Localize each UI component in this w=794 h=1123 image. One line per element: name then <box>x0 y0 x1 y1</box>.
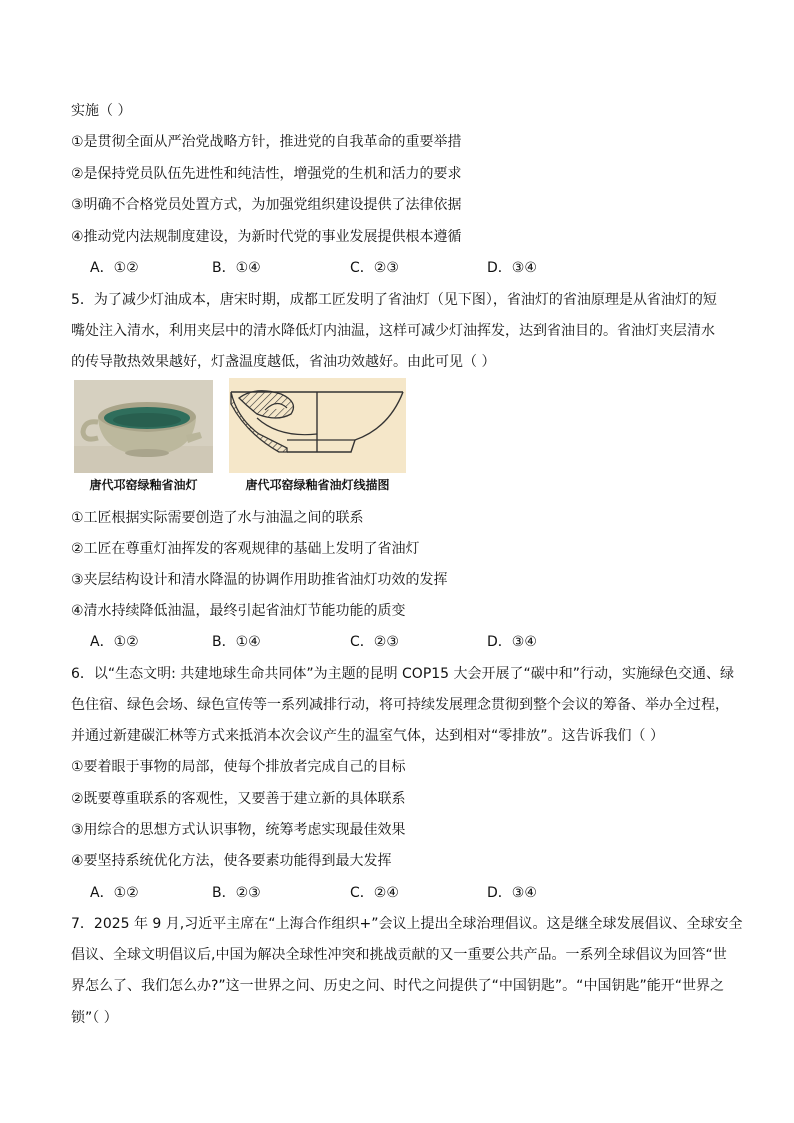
q6-option-1: ①要着眼于事物的局部，使每个排放者完成自己的目标 <box>71 759 406 775</box>
q6-choice-a[interactable]: A．①② <box>90 885 139 901</box>
q4-choice-d[interactable]: D．③④ <box>487 260 537 276</box>
q5-choice-d[interactable]: D．③④ <box>487 634 537 650</box>
q6-stem-line-1: 6．以“生态文明: 共建地球生命共同体”为主题的昆明 COP15 大会开展了“碳中和”行动，实施绿色交通、绿 <box>71 666 735 682</box>
q4-option-4: ④推动党内法规制度建设，为新时代党的事业发展提供根本遵循 <box>71 229 462 245</box>
q4-option-3: ③明确不合格党员处置方式，为加强党组织建设提供了法律依据 <box>71 197 462 213</box>
q7-stem-line-4: 锁”（ ） <box>71 1010 118 1026</box>
q5-option-1: ①工匠根据实际需要创造了水与油温之间的联系 <box>71 510 364 526</box>
q7-stem-line-3: 界怎么了、我们怎么办?”这一世界之问、历史之问、时代之问提供了“中国钥匙”。“中国钥匙”能开“世界之 <box>71 978 724 994</box>
q4-choice-b[interactable]: B．①④ <box>212 260 261 276</box>
lamp-drawing-caption: 唐代邛窑绿釉省油灯线描图 <box>245 478 390 492</box>
q4-choices <box>90 258 690 278</box>
q5-choice-b[interactable]: B．①④ <box>212 634 261 650</box>
q5-option-4: ④清水持续降低油温，最终引起省油灯节能功能的质变 <box>71 603 406 619</box>
q5-option-3: ③夹层结构设计和清水降温的协调作用助推省油灯功效的发挥 <box>71 572 448 588</box>
lamp-photo <box>74 380 213 473</box>
q5-choice-a[interactable]: A．①② <box>90 634 139 650</box>
q6-choices <box>90 883 690 903</box>
q5-stem-line-2: 嘴处注入清水，利用夹层中的清水降低灯内油温，这样可减少灯油挥发，达到省油目的。省油灯夹层清水 <box>71 323 715 339</box>
q4-stem-tail: 实施（ ） <box>71 103 132 119</box>
q5-choices <box>90 632 690 652</box>
q5-option-2: ②工匠在尊重灯油挥发的客观规律的基础上发明了省油灯 <box>71 541 420 557</box>
q5-stem-line-1: 5．为了减少灯油成本，唐宋时期，成都工匠发明了省油灯（见下图），省油灯的省油原理是从省油灯的短 <box>71 292 717 308</box>
q5-stem-line-3: 的传导散热效果越好，灯盏温度越低，省油功效越好。由此可见（ ） <box>71 354 496 370</box>
q6-stem-line-3: 并通过新建碳汇林等方式来抵消本次会议产生的温室气体，达到相对“零排放”。这告诉我们（ ） <box>71 728 664 744</box>
q4-option-2: ②是保持党员队伍先进性和纯洁性，增强党的生机和活力的要求 <box>71 166 462 182</box>
q6-choice-d[interactable]: D．③④ <box>487 885 537 901</box>
lamp-photo-caption: 唐代邛窑绿釉省油灯 <box>89 478 198 492</box>
q6-stem-line-2: 色住宿、绿色会场、绿色宣传等一系列减排行动，将可持续发展理念贯彻到整个会议的筹备、举办全过程， <box>71 697 729 713</box>
q6-choice-b[interactable]: B．②③ <box>212 885 261 901</box>
lamp-line-drawing <box>229 378 406 473</box>
q6-option-2: ②既要尊重联系的客观性，又要善于建立新的具体联系 <box>71 791 406 807</box>
q4-choice-a[interactable]: A．①② <box>90 260 139 276</box>
q4-choice-c[interactable]: C．②③ <box>350 260 399 276</box>
q7-stem-line-1: 7．2025 年 9 月,习近平主席在“上海合作组织+”会议上提出全球治理倡议。这是继全球发展倡议、全球安全 <box>71 916 743 932</box>
q6-option-4: ④要坚持系统优化方法，使各要素功能得到最大发挥 <box>71 853 392 869</box>
q4-option-1: ①是贯彻全面从严治党战略方针，推进党的自我革命的重要举措 <box>71 134 462 150</box>
q6-option-3: ③用综合的思想方式认识事物，统筹考虑实现最佳效果 <box>71 822 406 838</box>
q7-stem-line-2: 倡议、全球文明倡议后,中国为解决全球性冲突和挑战贡献的又一重要公共产品。一系列全球倡议为回答“世 <box>71 947 727 963</box>
q6-choice-c[interactable]: C．②④ <box>350 885 399 901</box>
q5-choice-c[interactable]: C．②③ <box>350 634 399 650</box>
